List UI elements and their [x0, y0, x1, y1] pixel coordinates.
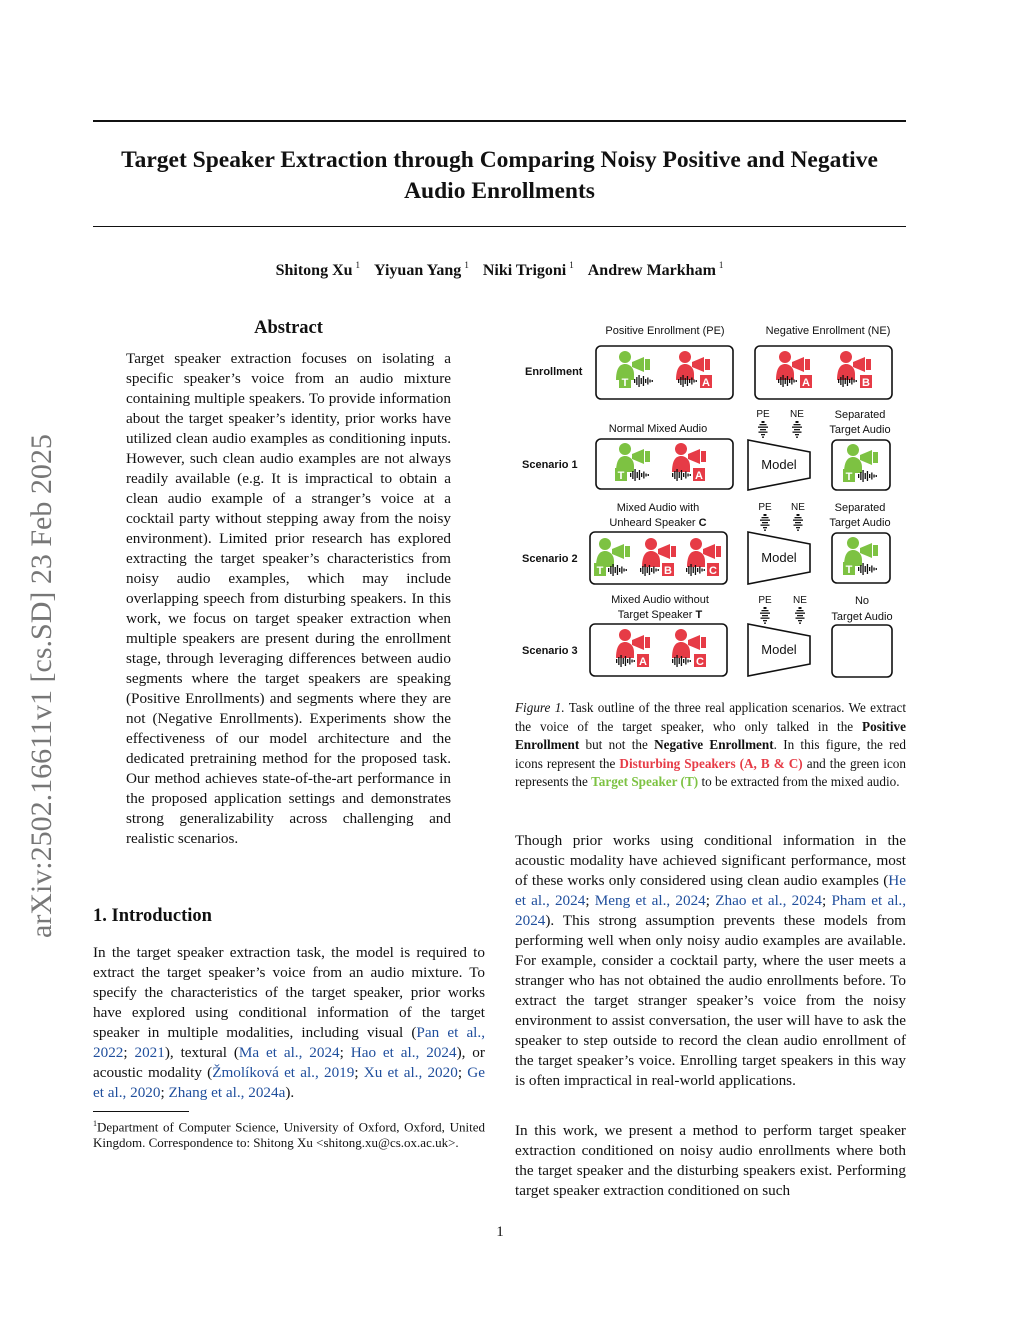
scenario-3-mixed-box: [590, 624, 727, 676]
scenario-3-output-box: [832, 625, 892, 677]
target-badge-letter: T: [617, 470, 625, 482]
right-column-paragraph-2: In this work, we present a method to perform target speaker extraction conditioned on noisy audio enrollments where both the target speaker and the disturbing speakers exist. Performing target speaker extraction conditioned on such: [515, 1122, 906, 1199]
ne-wave-icon: [795, 607, 805, 624]
footnote: $^1$Department of Computer Science, University of Oxford, Oxford, United Kingdom. Correspondence to: Shitong Xu <shitong.xu@cs.ox.ac.uk>.: [93, 1119, 485, 1151]
arxiv-watermark: arXiv:2502.16611v1 [cs.SD] 23 Feb 2025: [25, 434, 58, 938]
pe-label: PE: [758, 595, 772, 606]
ne-label: NE: [793, 595, 807, 606]
target-badge-letter: T: [596, 565, 604, 577]
introduction-paragraph: In the target speaker extraction task, the model is required to extract the target speaker’s voice from an audio mixture. To specify the characteristics of the target speaker, prior works have explored using conditional information of the target speaker in multiple modalities, including visual (Pan et al., 2022; 2021), textural (Ma et al., 2024; Hao et al., 2024), or acoustic modality (Žmolíková et al., 2019; Xu et al., 2020; Ge et al., 2020; Zhang et al., 2024a).: [93, 944, 485, 1101]
scenario-3-mixed-label-1: Mixed Audio without: [611, 594, 709, 606]
ne-enrollment-box: [755, 346, 892, 399]
footnote-rule: [93, 1111, 189, 1112]
ne-wave-icon: [792, 421, 802, 438]
scenario-1-model-label: Model: [761, 457, 797, 472]
scenario-3-model-label: Model: [761, 642, 797, 657]
ne-wave-icon: [793, 514, 803, 531]
citation-link[interactable]: Ge et al., 2020: [93, 1064, 485, 1101]
citation-link[interactable]: Pan et al., 2022: [93, 1024, 485, 1061]
a-badge-letter: A: [702, 377, 710, 389]
pe-header: Positive Enrollment (PE): [605, 325, 725, 337]
citation-link[interactable]: Xu et al., 2020: [363, 1064, 458, 1081]
pe-label: PE: [756, 409, 770, 420]
right-column-paragraph-1: Though prior works using conditional information in the acoustic modality have achieved significant performance, most of these works only considered using clean audio examples (He et al., 2024; Meng et al., 2024; Zhao et al., 2024; Pham et al., 2024). This strong assumption prevents these models from performing well when only noisy audio examples are available. For example, consider a cocktail party, where the user meets a stranger who has not obtained the audio enrollments before. To extract the target stranger speaker’s voice from the noisy environment to assist conversation, the user will have to ask the speaker to step outside to record the clean audio enrollment of the target speaker’s voice. Enrolling target speakers in this way is often impractical in real-world applications.: [515, 832, 907, 1089]
citation-link[interactable]: Hao et al., 2024: [350, 1044, 457, 1061]
pe-enrollment-box: [596, 346, 733, 399]
author-2: Yiyuan Yang $^1$: [374, 260, 469, 279]
c-badge-letter: C: [696, 656, 704, 668]
target-badge-letter: T: [621, 377, 629, 389]
author-1: Shitong Xu $^1$: [275, 260, 361, 279]
citation-link[interactable]: Zhang et al., 2024a: [168, 1084, 286, 1101]
target-badge-letter: T: [845, 471, 853, 483]
citation-link[interactable]: He et al., 2024: [515, 872, 906, 909]
citation-link[interactable]: 2021: [134, 1044, 165, 1061]
row-label-enrollment: Enrollment: [525, 366, 583, 378]
scenario-3-output-label-2: Target Audio: [831, 611, 893, 623]
target-badge-letter: T: [845, 564, 853, 576]
b-badge-letter: B: [664, 565, 672, 577]
citation-link[interactable]: Pham et al., 2024: [515, 892, 907, 929]
abstract-text: Target speaker extraction focuses on isolating a specific speaker’s voice from an audio mixture containing multiple speakers. To provide information about the target speaker’s identity, prior works have utilized clean audio examples as conditioning inputs. However, such clean audio examples are not always readily available (e.g. It is impractical to obtain a clean audio example of a stranger’s voice at a cocktail party without stepping away from the noisy environment). Limited prior research has explored extracting the target speaker’s characteristics from noisy audio examples, which may include overlapping speech from disturbing speakers. In this work, we focus on target speaker extraction when multiple speakers are present during the enrollment stage, through leveraging differences between audio segments where the target speakers are speaking (Positive Enrollments) and segments where they are not (Negative Enrollments). Experiments show the effectiveness of our model architecture and the dedicated pretraining method for the proposed task. Our method achieves state-of-the-art performance in the proposed application settings and demonstrates strong generalizability across challenging and realistic scenarios.: [126, 350, 451, 847]
scenario-2-mixed-label-1: Mixed Audio with: [616, 502, 700, 514]
paper-title: Target Speaker Extraction through Comparing Noisy Positive and Negative Audio Enrollments: [121, 147, 878, 204]
citation-link[interactable]: Ma et al., 2024: [238, 1044, 340, 1061]
scenario-2-output-label-2: Target Audio: [829, 517, 891, 529]
row-label-scenario-3: Scenario 3: [522, 645, 578, 657]
page-number: 1: [496, 1224, 504, 1240]
scenario-1-output-label-2: Target Audio: [829, 424, 891, 436]
citation-link[interactable]: Zhao et al., 2024: [715, 892, 822, 909]
c-badge-letter: C: [709, 565, 717, 577]
author-list: [93, 262, 906, 280]
b-badge-letter: B: [862, 377, 870, 389]
ne-label: NE: [791, 502, 805, 513]
citation-link[interactable]: Žmolíková et al., 2019: [212, 1064, 355, 1081]
scenario-3-output-label-1: No: [854, 595, 870, 607]
pe-wave-icon: [760, 607, 770, 624]
abstract-heading: Abstract: [254, 318, 323, 338]
row-label-scenario-1: Scenario 1: [522, 459, 578, 471]
row-label-scenario-2: Scenario 2: [522, 553, 578, 565]
author-4: Andrew Markham $^1$: [587, 260, 724, 279]
pe-label: PE: [758, 502, 772, 513]
scenario-2-output-label-1: Separated: [834, 502, 886, 514]
introduction-heading: 1. Introduction: [93, 906, 212, 926]
scenario-1-output-label-1: Separated: [834, 409, 886, 421]
a-badge-letter: A: [695, 470, 703, 482]
scenario-2-model-label: Model: [761, 550, 797, 565]
scenario-2-mixed-label-2: Unheard Speaker C: [609, 517, 707, 529]
scenario-3-mixed-label-2: Target Speaker T: [617, 609, 703, 621]
pe-wave-icon: [758, 421, 768, 438]
a-badge-letter: A: [639, 656, 647, 668]
scenario-1-mixed-box: [596, 439, 733, 489]
scenario-1-mixed-label: Normal Mixed Audio: [608, 423, 708, 435]
ne-header: Negative Enrollment (NE): [765, 325, 891, 337]
figure-1: [510, 318, 910, 688]
citation-link[interactable]: Meng et al., 2024: [594, 892, 706, 909]
figure-1-caption: Figure 1. Task outline of the three real application scenarios. We extract the voice of the target speaker, who only talked in the Positive Enrollment but not the Negative Enrollment. In this figure, the red icons represent the Disturbing Speakers (A, B & C) and the green icon represents the Target Speaker (T) to be extracted from the mixed audio.: [515, 700, 906, 789]
ne-label: NE: [790, 409, 804, 420]
title-bottom-rule: [93, 226, 906, 227]
author-3: Niki Trigoni $^1$: [482, 260, 574, 279]
title-top-rule: [93, 120, 906, 122]
pe-wave-icon: [760, 514, 770, 531]
a-badge-letter: A: [802, 377, 810, 389]
